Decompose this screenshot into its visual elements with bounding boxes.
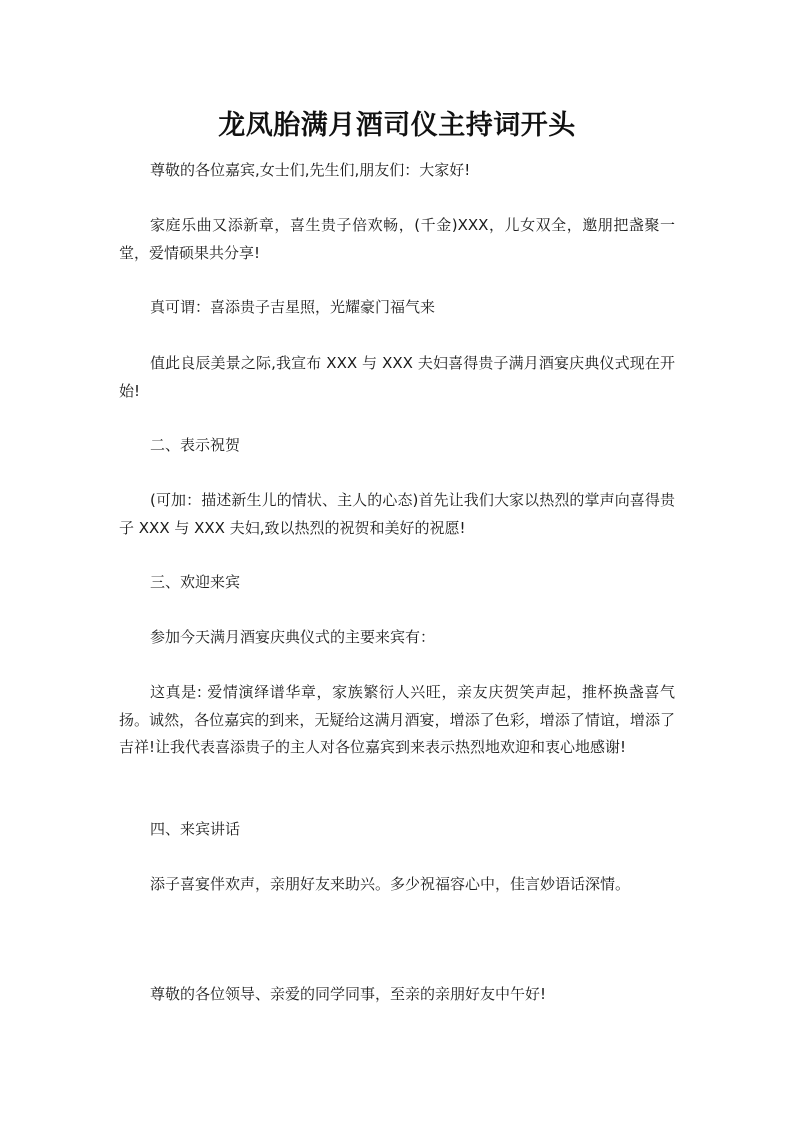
paragraph-family-joy: 家庭乐曲又添新章，喜生贵子倍欢畅，(千金)XXX，儿女双全，邀朋把盏聚一堂，爱情硕果共分享! <box>119 216 675 262</box>
section-heading-welcome-guests: 三、欢迎来宾 <box>150 573 241 591</box>
paragraph-second-greeting: 尊敬的各位领导、亲爱的同学同事，至亲的亲朋好友中午好! <box>150 985 547 1003</box>
paragraph-greeting: 尊敬的各位嘉宾,女士们,先生们,朋友们：大家好! <box>150 161 471 179</box>
paragraph-blessing-verse: 真可谓：喜添贵子吉星照，光耀豪门福气来 <box>150 298 436 316</box>
section-heading-guest-speech: 四、来宾讲话 <box>150 820 241 838</box>
paragraph-welcome-speech: 这真是: 爱情演绎谱华章，家族繁衍人兴旺，亲友庆贺笑声起，推杯换盏喜气扬。诚然，各位嘉宾的到来，无疑给这满月酒宴，增添了色彩，增添了情谊，增添了吉祥!让我代表喜添贵子的主人对各位嘉宾到来表示热烈地欢迎和衷心地感谢! <box>119 683 675 756</box>
paragraph-congratulations: (可加：描述新生儿的情状、主人的心态)首先让我们大家以热烈的掌声向喜得贵子 XXX 与 XXX 夫妇,致以热烈的祝贺和美好的祝愿! <box>119 491 675 537</box>
paragraph-ceremony-start: 值此良辰美景之际,我宣布 XXX 与 XXX 夫妇喜得贵子满月酒宴庆典仪式现在开始! <box>119 354 675 400</box>
paragraph-guest-speech-verse: 添子喜宴伴欢声，亲朋好友来助兴。多少祝福容心中，佳言妙语话深情。 <box>150 875 631 893</box>
paragraph-main-guests: 参加今天满月酒宴庆典仪式的主要来宾有： <box>150 628 436 646</box>
document-title: 龙凤胎满月酒司仪主持词开头 <box>218 110 576 141</box>
section-heading-congratulations: 二、表示祝贺 <box>150 436 241 454</box>
